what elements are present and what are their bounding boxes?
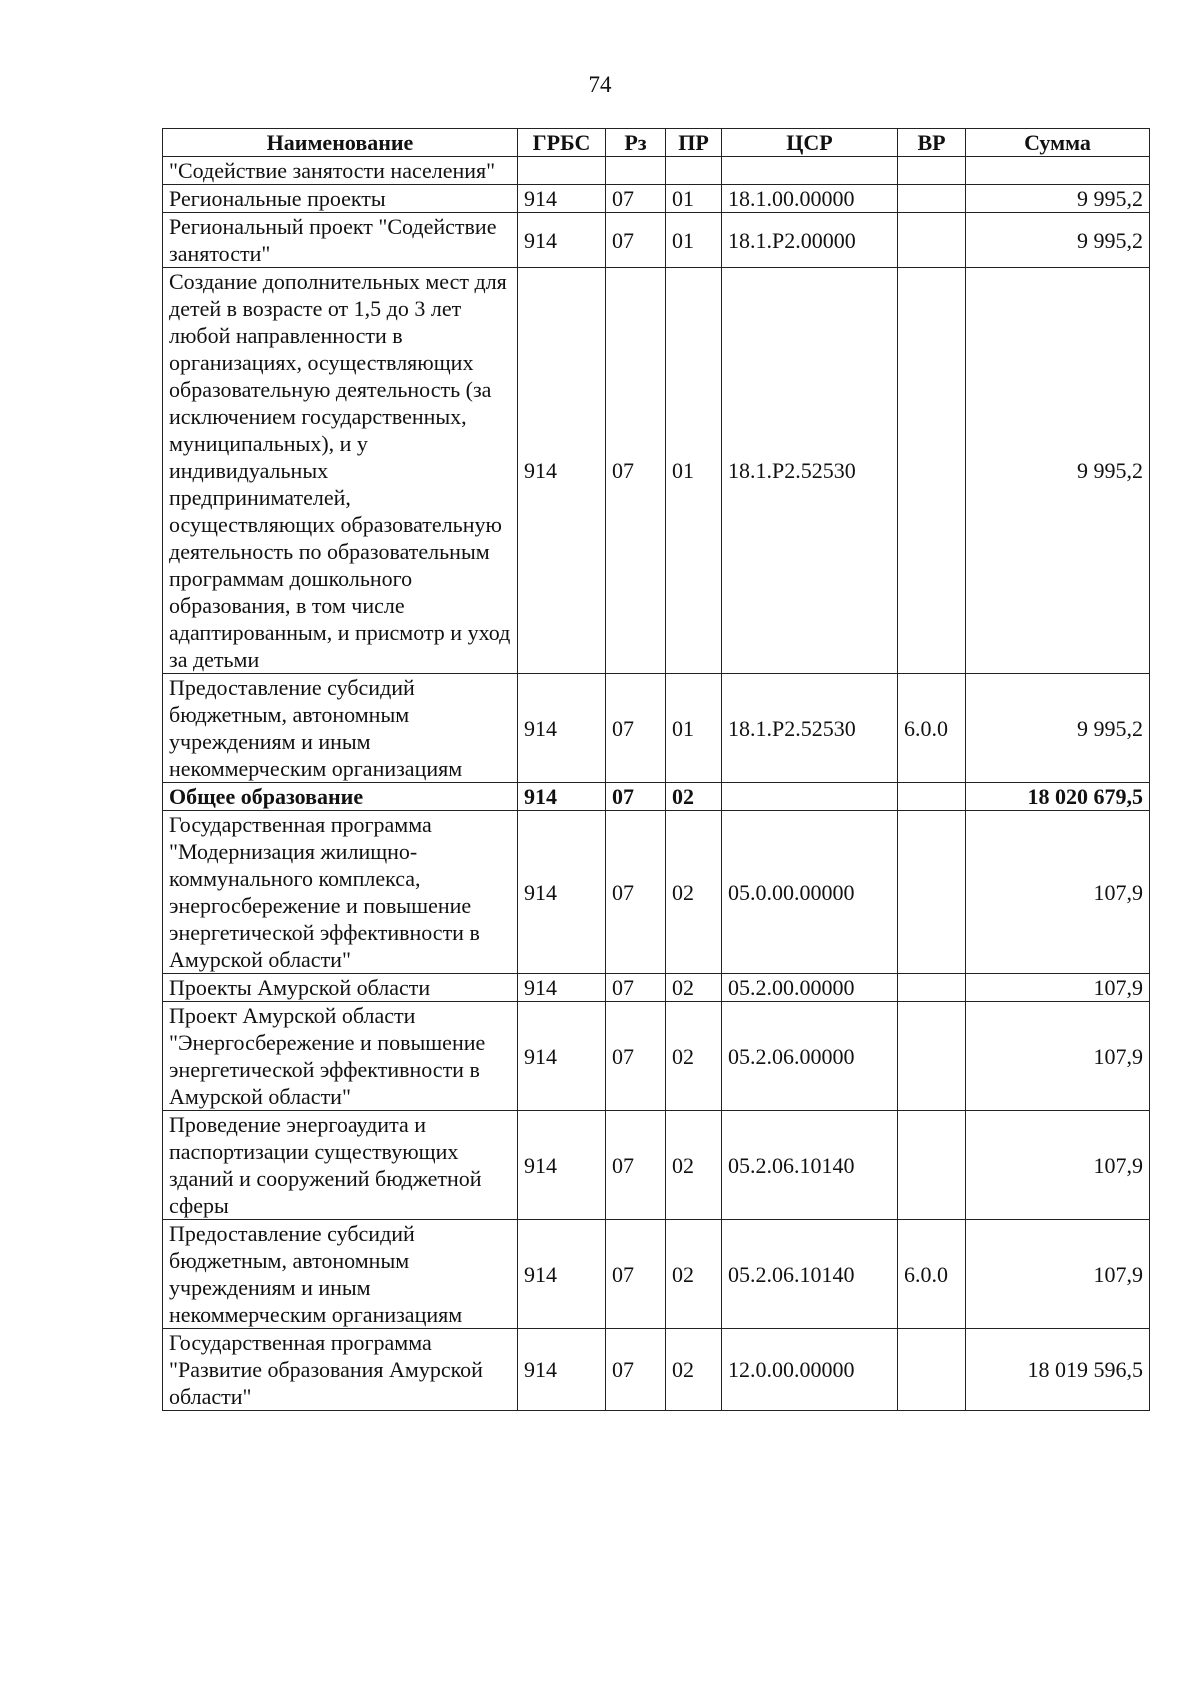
sum-cell: 107,9 xyxy=(966,974,1150,1002)
name-cell: Проекты Амурской области xyxy=(163,974,518,1002)
name-cell: Создание дополнительных мест для детей в возрасте от 1,5 до 3 лет любой направленности в организациях, осуществляющих образовательную деятельность (за исключением государственных, муниципальных), и у индивидуальных предпринимателей, осуществляющих образовательную деятельность по образовательным программам дошкольного образования, в том числе адаптированным, и присмотр и уход за детьми xyxy=(163,268,518,674)
sum-cell: 9 995,2 xyxy=(966,674,1150,783)
vr-cell: 6.0.0 xyxy=(898,1220,966,1329)
vr-cell xyxy=(898,157,966,185)
name-cell: Государственная программа "Развитие образования Амурской области" xyxy=(163,1329,518,1411)
csr-cell: 18.1.P2.52530 xyxy=(722,674,898,783)
vr-cell xyxy=(898,185,966,213)
pr-cell: 02 xyxy=(666,974,722,1002)
grbs-cell: 914 xyxy=(518,185,606,213)
budget-table xyxy=(162,128,1150,1411)
rz-cell: 07 xyxy=(606,185,666,213)
table-row xyxy=(163,811,1150,974)
grbs-cell: 914 xyxy=(518,268,606,674)
csr-cell xyxy=(722,157,898,185)
csr-cell: 05.0.00.00000 xyxy=(722,811,898,974)
sum-cell: 107,9 xyxy=(966,1111,1150,1220)
sum-cell: 18 020 679,5 xyxy=(966,783,1150,811)
pr-cell: 02 xyxy=(666,1002,722,1111)
rz-cell: 07 xyxy=(606,1220,666,1329)
pr-cell: 02 xyxy=(666,783,722,811)
rz-cell xyxy=(606,157,666,185)
header-rz: Рз xyxy=(606,129,666,157)
pr-cell: 01 xyxy=(666,185,722,213)
sum-cell: 107,9 xyxy=(966,1220,1150,1329)
table-row xyxy=(163,974,1150,1002)
table-row xyxy=(163,213,1150,268)
header-csr: ЦСР xyxy=(722,129,898,157)
grbs-cell: 914 xyxy=(518,811,606,974)
vr-cell xyxy=(898,1111,966,1220)
csr-cell: 05.2.00.00000 xyxy=(722,974,898,1002)
rz-cell: 07 xyxy=(606,1329,666,1411)
header-vr: ВР xyxy=(898,129,966,157)
grbs-cell: 914 xyxy=(518,783,606,811)
table-row xyxy=(163,1111,1150,1220)
table-row xyxy=(163,1002,1150,1111)
grbs-cell: 914 xyxy=(518,213,606,268)
table-row xyxy=(163,268,1150,674)
name-cell: "Содействие занятости населения" xyxy=(163,157,518,185)
csr-cell: 05.2.06.10140 xyxy=(722,1111,898,1220)
grbs-cell xyxy=(518,157,606,185)
name-cell: Региональные проекты xyxy=(163,185,518,213)
pr-cell: 01 xyxy=(666,674,722,783)
header-sum: Сумма xyxy=(966,129,1150,157)
table-header-row xyxy=(163,129,1150,157)
pr-cell: 02 xyxy=(666,811,722,974)
rz-cell: 07 xyxy=(606,783,666,811)
name-cell: Государственная программа "Модернизация жилищно-коммунального комплекса, энергосбережение и повышение энергетической эффективности в Амурской области" xyxy=(163,811,518,974)
grbs-cell: 914 xyxy=(518,1220,606,1329)
csr-cell: 18.1.00.00000 xyxy=(722,185,898,213)
grbs-cell: 914 xyxy=(518,1111,606,1220)
vr-cell xyxy=(898,1002,966,1111)
sum-cell xyxy=(966,157,1150,185)
csr-cell: 12.0.00.00000 xyxy=(722,1329,898,1411)
table-row xyxy=(163,185,1150,213)
rz-cell: 07 xyxy=(606,1002,666,1111)
header-grbs: ГРБС xyxy=(518,129,606,157)
sum-cell: 9 995,2 xyxy=(966,185,1150,213)
table-row xyxy=(163,1329,1150,1411)
rz-cell: 07 xyxy=(606,974,666,1002)
sum-cell: 107,9 xyxy=(966,1002,1150,1111)
csr-cell: 18.1.P2.52530 xyxy=(722,268,898,674)
vr-cell xyxy=(898,268,966,674)
pr-cell xyxy=(666,157,722,185)
csr-cell xyxy=(722,783,898,811)
vr-cell xyxy=(898,811,966,974)
header-name: Наименование xyxy=(163,129,518,157)
rz-cell: 07 xyxy=(606,674,666,783)
vr-cell: 6.0.0 xyxy=(898,674,966,783)
table-row xyxy=(163,674,1150,783)
grbs-cell: 914 xyxy=(518,1329,606,1411)
page-number: 74 xyxy=(588,72,612,97)
vr-cell xyxy=(898,1329,966,1411)
name-cell: Общее образование xyxy=(163,783,518,811)
table-row xyxy=(163,157,1150,185)
name-cell: Предоставление субсидий бюджетным, автономным учреждениям и иным некоммерческим организациям xyxy=(163,674,518,783)
table-row xyxy=(163,1220,1150,1329)
rz-cell: 07 xyxy=(606,268,666,674)
header-pr: ПР xyxy=(666,129,722,157)
rz-cell: 07 xyxy=(606,1111,666,1220)
name-cell: Предоставление субсидий бюджетным, автономным учреждениям и иным некоммерческим организациям xyxy=(163,1220,518,1329)
table-body xyxy=(163,157,1150,1411)
grbs-cell: 914 xyxy=(518,974,606,1002)
csr-cell: 05.2.06.10140 xyxy=(722,1220,898,1329)
table-row xyxy=(163,783,1150,811)
sum-cell: 9 995,2 xyxy=(966,268,1150,674)
pr-cell: 01 xyxy=(666,268,722,674)
name-cell: Проведение энергоаудита и паспортизации существующих зданий и сооружений бюджетной сферы xyxy=(163,1111,518,1220)
grbs-cell: 914 xyxy=(518,674,606,783)
grbs-cell: 914 xyxy=(518,1002,606,1111)
sum-cell: 9 995,2 xyxy=(966,213,1150,268)
csr-cell: 05.2.06.00000 xyxy=(722,1002,898,1111)
sum-cell: 18 019 596,5 xyxy=(966,1329,1150,1411)
pr-cell: 02 xyxy=(666,1220,722,1329)
csr-cell: 18.1.P2.00000 xyxy=(722,213,898,268)
name-cell: Региональный проект "Содействие занятости" xyxy=(163,213,518,268)
pr-cell: 02 xyxy=(666,1329,722,1411)
pr-cell: 01 xyxy=(666,213,722,268)
vr-cell xyxy=(898,213,966,268)
name-cell: Проект Амурской области "Энергосбережение и повышение энергетической эффективности в Амурской области" xyxy=(163,1002,518,1111)
rz-cell: 07 xyxy=(606,811,666,974)
vr-cell xyxy=(898,974,966,1002)
sum-cell: 107,9 xyxy=(966,811,1150,974)
rz-cell: 07 xyxy=(606,213,666,268)
pr-cell: 02 xyxy=(666,1111,722,1220)
vr-cell xyxy=(898,783,966,811)
